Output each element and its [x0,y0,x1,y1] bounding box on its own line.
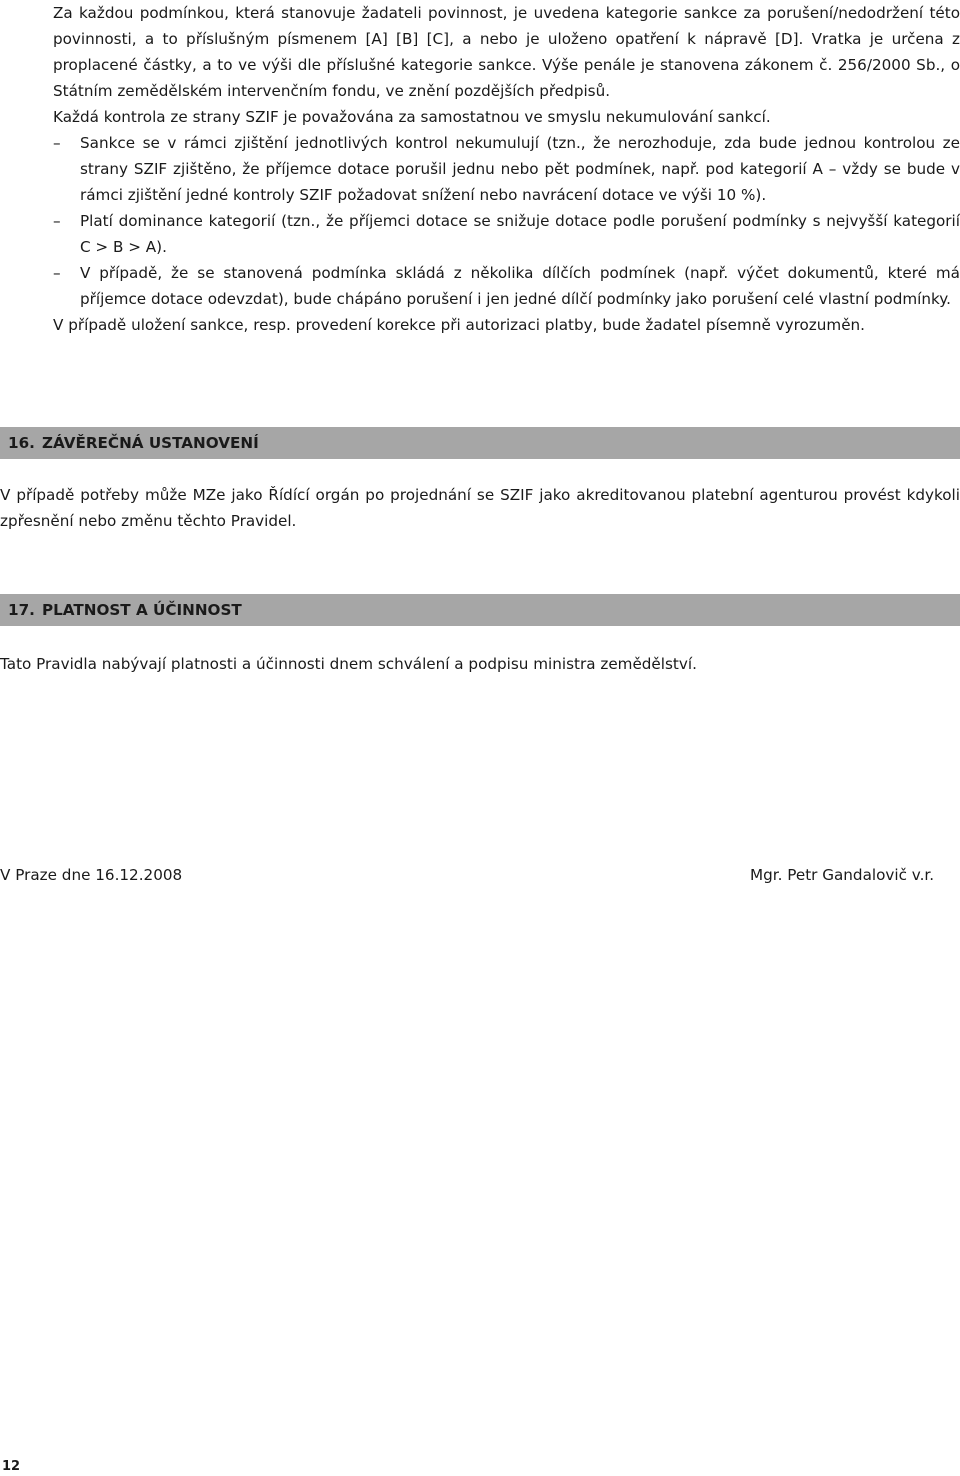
section-title: ZÁVĚREČNÁ USTANOVENÍ [42,434,259,452]
dash-bullet: – [53,134,61,152]
list-item-text: Sankce se v rámci zjištění jednotlivých kontrol nekumulují (tzn., že nerozhoduje, zda bude jednou kontrolou ze strany SZIF zjištěno, že příjemce dotace porušil jednu nebo pět podmínek, např. pod kategorií A – vždy se bude v rámci zjištění jedné kontroly SZIF požadovat snížení nebo navrácení dotace ve výši 10 %). [80,134,960,204]
sanctions-text-block [53,0,960,338]
section-number: 17. [8,601,35,619]
list-item-text: Platí dominance kategorií (tzn., že příjemci dotace se snižuje dotace podle porušení podmínky s nejvyšší kategorií C > B > A). [80,212,960,256]
control-paragraph: Každá kontrola ze strany SZIF je považována za samostatnou ve smyslu nekumulování sankcí. [53,108,771,126]
section-title: PLATNOST A ÚČINNOST [42,601,242,619]
section-17-header [0,594,960,626]
section-16-header [0,427,960,459]
signatory-name: Mgr. Petr Gandalovič v.r. [750,866,935,884]
list-item-text: V případě, že se stanovená podmínka skládá z několika dílčích podmínek (např. výčet dokumentů, které má příjemce dotace odevzdat), bude chápáno porušení i jen jedné dílčí podmínky jako porušení celé vlastní podmínky. [80,264,960,308]
sanctions-paragraph: Za každou podmínkou, která stanovuje žadateli povinnost, je uvedena kategorie sankce za porušení/nedodržení této povinnosti, a to příslušným písmenem [A] [B] [C], a nebo je uloženo opatření k nápravě [D]. Vratka je určena z proplacené částky, a to ve výši dle příslušné kategorie sankce. Výše penále je stanovena zákonem č. 256/2000 Sb., o Státním zemědělském intervenčním fondu, ve znění pozdějších předpisů. [53,4,960,100]
section-number: 16. [8,434,35,452]
section-16-text: V případě potřeby může MZe jako Řídící orgán po projednání se SZIF jako akreditovanou platební agenturou provést kdykoli zpřesnění nebo změnu těchto Pravidel. [0,486,960,530]
sanctions-rules-list [53,130,960,312]
place-and-date: V Praze dne 16.12.2008 [0,866,183,884]
notification-paragraph: V případě uložení sankce, resp. provedení korekce při autorizaci platby, bude žadatel písemně vyrozuměn. [53,316,865,334]
section-17-text: Tato Pravidla nabývají platnosti a účinnosti dnem schválení a podpisu ministra zemědělství. [0,655,697,673]
list-item [53,260,960,312]
dash-bullet: – [53,212,61,230]
list-item [53,130,960,208]
page-number: 12 [2,1459,21,1474]
dash-bullet: – [53,264,61,282]
list-item [53,208,960,260]
